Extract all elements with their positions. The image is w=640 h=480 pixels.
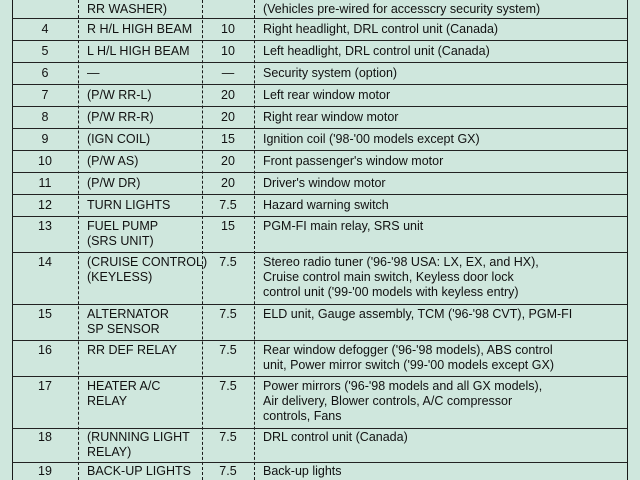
fuse-components: [263, 464, 627, 479]
fuse-components: [263, 44, 627, 59]
fuse-number: 16: [38, 343, 52, 357]
fuse-circuit-line: (P/W DR): [87, 176, 141, 190]
fuse-circuit-line: HEATER A/C: [87, 379, 161, 393]
fuse-components-line: (Vehicles pre-wired for accesscry security system): [263, 2, 541, 16]
fuse-components: [263, 66, 627, 81]
fuse-circuit: [87, 430, 207, 460]
fuse-circuit-line: R H/L HIGH BEAM: [87, 22, 193, 36]
fuse-circuit-line: L H/L HIGH BEAM: [87, 44, 190, 58]
fuse-amps: 20: [221, 176, 235, 190]
fuse-components-line: DRL control unit (Canada): [263, 430, 408, 444]
fuse-amps: 20: [221, 110, 235, 124]
fuse-amps: 20: [221, 154, 235, 168]
table-row: [12, 128, 627, 151]
table-row: [12, 106, 627, 129]
fuse-amps: 7.5: [219, 255, 237, 269]
fuse-amps: 7.5: [219, 464, 237, 478]
fuse-components-line: Air delivery, Blower controls, A/C compressor: [263, 394, 513, 408]
fuse-components: [263, 88, 627, 103]
fuse-number: 10: [38, 154, 52, 168]
fuse-circuit-line: RELAY: [87, 394, 128, 408]
fuse-components-line: Hazard warning switch: [263, 198, 389, 212]
fuse-circuit-line: (P/W RR-R): [87, 110, 154, 124]
fuse-components-line: Front passenger's window motor: [263, 154, 444, 168]
fuse-components: [263, 379, 627, 424]
fuse-components-line: Cruise control main switch, Keyless door lock: [263, 270, 514, 284]
table-row: [12, 150, 627, 173]
fuse-amps: 7.5: [219, 198, 237, 212]
table-row: [12, 194, 627, 217]
fuse-amps: 15: [221, 219, 235, 233]
fuse-circuit-line: SP SENSOR: [87, 322, 160, 336]
fuse-components-line: Right rear window motor: [263, 110, 399, 124]
fuse-components: [263, 219, 627, 234]
fuse-components-line: Back-up lights: [263, 464, 342, 478]
fuse-circuit: [87, 110, 207, 125]
fuse-components-line: Security system (option): [263, 66, 398, 80]
fuse-amps: 15: [221, 132, 235, 146]
fuse-components-line: Driver's window motor: [263, 176, 386, 190]
fuse-components-line: Left headlight, DRL control unit (Canada): [263, 44, 490, 58]
fuse-components: [263, 154, 627, 169]
fuse-components-line: unit, Power mirror switch ('99-'00 models except GX): [263, 358, 554, 372]
fuse-components: [263, 132, 627, 147]
fuse-number: 4: [41, 22, 49, 36]
fuse-circuit-line: TURN LIGHTS: [87, 198, 171, 212]
fuse-circuit: [87, 464, 207, 479]
fuse-circuit-line: RELAY): [87, 445, 132, 459]
table-row: [12, 428, 627, 463]
fuse-components-line: Rear window defogger ('96-'98 models), ABS control: [263, 343, 553, 357]
fuse-number: 15: [38, 307, 52, 321]
fuse-components: [263, 198, 627, 213]
fuse-circuit: [87, 44, 207, 59]
table-row: [12, 172, 627, 195]
fuse-components-line: Ignition coil ('98-'00 models except GX): [263, 132, 480, 146]
fuse-circuit: [87, 379, 207, 409]
table-border-right: [627, 0, 628, 480]
fuse-components-line: Stereo radio tuner ('96-'98 USA: LX, EX, and HX),: [263, 255, 539, 269]
fuse-components: [263, 110, 627, 125]
fuse-circuit: [87, 343, 207, 358]
fuse-amps: 10: [221, 22, 235, 36]
fuse-components-line: ELD unit, Gauge assembly, TCM ('96-'98 CVT), PGM-FI: [263, 307, 573, 321]
fuse-number: 18: [38, 430, 52, 444]
fuse-components-line: Left rear window motor: [263, 88, 391, 102]
fuse-components-line: PGM-FI main relay, SRS unit: [263, 219, 424, 233]
fuse-amps: 20: [221, 88, 235, 102]
fuse-circuit: [87, 255, 207, 285]
fuse-components-line: control unit ('99-'00 models with keyless entry): [263, 285, 519, 299]
fuse-number: 19: [38, 464, 52, 478]
fuse-circuit: [87, 88, 207, 103]
table-row: [12, 216, 627, 253]
fuse-circuit-line: (P/W AS): [87, 154, 139, 168]
fuse-components-line: Right headlight, DRL control unit (Canada): [263, 22, 499, 36]
fuse-components: [263, 255, 627, 300]
table-row: [12, 462, 627, 480]
fuse-components: [263, 307, 627, 322]
fuse-components: [263, 22, 627, 37]
fuse-components: [263, 343, 627, 373]
fuse-circuit-line: RR WASHER): [87, 2, 168, 16]
fuse-number: 13: [38, 219, 52, 233]
fuse-circuit: [87, 154, 207, 169]
fuse-number: 17: [38, 379, 52, 393]
fuse-circuit: [87, 219, 207, 249]
fuse-number: 11: [38, 176, 52, 190]
fuse-circuit-line: FUEL PUMP: [87, 219, 159, 233]
fuse-circuit-line: (RUNNING LIGHT: [87, 430, 190, 444]
fuse-circuit-line: (P/W RR-L): [87, 88, 152, 102]
table-row: [12, 0, 627, 19]
table-row: [12, 376, 627, 429]
fuse-number: 8: [41, 110, 49, 124]
table-row: [12, 40, 627, 63]
fuse-number: 5: [41, 44, 49, 58]
fuse-circuit: [87, 2, 207, 17]
fuse-components-line: controls, Fans: [263, 409, 342, 423]
fuse-circuit-line: ALTERNATOR: [87, 307, 169, 321]
table-row: [12, 252, 627, 305]
fuse-components: [263, 2, 627, 17]
fuse-number: 9: [41, 132, 49, 146]
fuse-circuit-line: RR DEF RELAY: [87, 343, 178, 357]
fuse-circuit-line: (IGN COIL): [87, 132, 151, 146]
fuse-circuit: [87, 132, 207, 147]
fuse-circuit: [87, 22, 207, 37]
fuse-number: 12: [38, 198, 52, 212]
fuse-amps: 7.5: [219, 343, 237, 357]
fuse-amps: 7.5: [219, 379, 237, 393]
fuse-circuit-line: —: [87, 66, 100, 80]
fuse-number: 6: [41, 66, 49, 80]
fuse-circuit-line: (SRS UNIT): [87, 234, 154, 248]
fuse-circuit: [87, 307, 207, 337]
fuse-number: 7: [41, 88, 49, 102]
fuse-circuit-line: (CRUISE CONTROL): [87, 255, 208, 269]
table-row: [12, 62, 627, 85]
fuse-circuit-line: (KEYLESS): [87, 270, 153, 284]
fuse-circuit: [87, 66, 207, 81]
fuse-amps: 7.5: [219, 307, 237, 321]
fuse-circuit: [87, 198, 207, 213]
fuse-amps: 10: [221, 44, 235, 58]
fuse-components-line: Power mirrors ('96-'98 models and all GX models),: [263, 379, 543, 393]
table-row: [12, 340, 627, 377]
fuse-circuit-line: BACK-UP LIGHTS: [87, 464, 191, 478]
table-row: [12, 18, 627, 41]
fuse-components: [263, 430, 627, 445]
fuse-amps: 7.5: [219, 430, 237, 444]
fuse-circuit: [87, 176, 207, 191]
fuse-amps: —: [221, 66, 235, 80]
fuse-components: [263, 176, 627, 191]
table-row: [12, 84, 627, 107]
fuse-number: 14: [38, 255, 52, 269]
table-row: [12, 304, 627, 341]
